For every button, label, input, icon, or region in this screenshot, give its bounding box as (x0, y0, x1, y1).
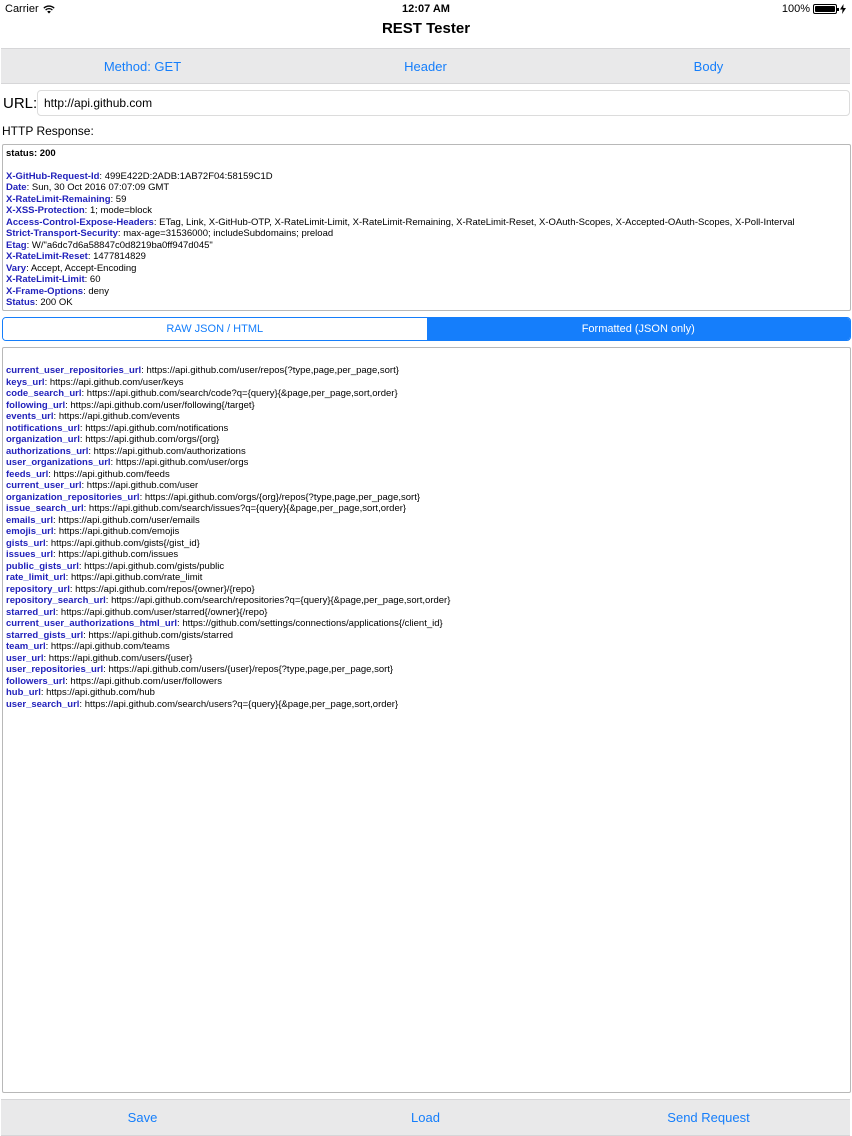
json-row-key: repository_url (6, 583, 70, 595)
json-row-value: https://api.github.com/user/orgs (115, 457, 249, 468)
header-row-key: X-XSS-Protection (6, 205, 85, 216)
headers-list (6, 171, 847, 309)
raw-json-tab[interactable]: RAW JSON / HTML (3, 318, 427, 340)
header-row-key: Strict-Transport-Security (6, 228, 118, 239)
save-button[interactable]: Save (127, 1110, 158, 1125)
json-row-value: https://api.github.com/user/keys (49, 376, 184, 388)
header-row: X-XSS-Protection: 1; mode=block (6, 205, 152, 216)
header-row-value: 200 OK (40, 297, 73, 308)
header-row: Date: Sun, 30 Oct 2016 07:07:09 GMT (6, 182, 170, 193)
json-row-value: https://api.github.com/repos/{owner}/{repo} (75, 583, 255, 595)
json-row: feeds_url: https://api.github.com/feeds (6, 468, 170, 480)
json-row-value: https://api.github.com/authorizations (93, 445, 246, 457)
json-row-key: events_url (6, 411, 54, 422)
json-row: team_url: https://api.github.com/teams (6, 641, 170, 652)
json-row: hub_url: https://api.github.com/hub (6, 687, 155, 698)
json-row-key: user_search_url (6, 698, 80, 710)
json-row-key: starred_gists_url (6, 629, 84, 641)
header-row-key: X-Frame-Options (6, 285, 84, 297)
json-row: keys_url: https://api.github.com/user/keys (6, 376, 184, 388)
json-row: issues_url: https://api.github.com/issues (6, 549, 179, 560)
page-title: REST Tester (381, 20, 471, 37)
url-input[interactable] (37, 90, 850, 116)
json-row-value: https://api.github.com/user/emails (58, 514, 200, 526)
json-row-value: https://api.github.com/user/repos{?type,page,per_page,sort} (146, 365, 399, 376)
response-status: status: 200 (6, 148, 56, 159)
json-row-value: https://api.github.com/user (86, 480, 199, 491)
header-row-value: 1; mode=block (89, 205, 152, 216)
json-row-key: hub_url (6, 687, 41, 698)
header-row-value: deny (88, 285, 109, 297)
json-row: organization_repositories_url: https://api.github.com/orgs/{org}/repos{?type,page,per_page,sort} (6, 491, 421, 503)
json-row-key: current_user_repositories_url (6, 365, 142, 376)
header-row: Vary: Accept, Accept-Encoding (6, 262, 137, 274)
json-row-value: https://api.github.com/feeds (53, 468, 170, 480)
header-row: Etag: W/"a6dc7d6a58847c0d8219ba0ff947d045" (6, 239, 213, 251)
json-row-key: current_user_authorizations_html_url (6, 618, 178, 629)
url-label: URL: (3, 95, 38, 112)
json-row-key: emojis_url (6, 526, 54, 537)
response-body-box[interactable] (2, 347, 851, 1093)
battery-icon (813, 4, 837, 14)
json-row-key: issues_url (6, 549, 53, 560)
json-row: user_organizations_url: https://api.github.com/user/orgs (6, 457, 249, 468)
charging-bolt-icon (840, 4, 846, 14)
url-row (0, 90, 852, 118)
json-row: events_url: https://api.github.com/events (6, 411, 180, 422)
json-row-key: rate_limit_url (6, 572, 66, 583)
json-row: current_user_url: https://api.github.com/user (6, 480, 199, 491)
json-row-value: https://api.github.com/users/{user}/repos{?type,page,per_page,sort} (108, 664, 394, 675)
json-row-key: issue_search_url (6, 503, 84, 514)
header-row-value: 1477814829 (93, 251, 146, 262)
json-row-key: team_url (6, 641, 46, 652)
header-row: X-GitHub-Request-Id: 499E422D:2ADB:1AB72F04:58159C1D (6, 170, 273, 182)
json-row-key: feeds_url (6, 468, 49, 480)
json-row: following_url: https://api.github.com/user/following{/target} (6, 399, 255, 411)
json-row: code_search_url: https://api.github.com/search/code?q={query}{&page,per_page,sort,order} (6, 388, 398, 399)
header-button[interactable]: Header (404, 58, 447, 74)
header-row-value: Sun, 30 Oct 2016 07:07:09 GMT (31, 182, 170, 193)
status-bar (0, 0, 852, 18)
battery-group (782, 3, 846, 15)
json-row: notifications_url: https://api.github.com/notifications (6, 422, 229, 434)
json-row-key: notifications_url (6, 422, 80, 434)
json-row: followers_url: https://api.github.com/user/followers (6, 675, 222, 687)
header-row-value: max-age=31536000; includeSubdomains; preload (123, 228, 334, 239)
json-row-value: https://api.github.com/search/users?q={query}{&page,per_page,sort,order} (84, 698, 399, 710)
json-row: rate_limit_url: https://api.github.com/rate_limit (6, 572, 203, 583)
json-row-value: https://api.github.com/user/starred{/owner}{/repo} (60, 606, 268, 618)
json-row-key: followers_url (6, 675, 66, 687)
header-row-key: X-RateLimit-Reset (6, 251, 88, 262)
json-row-key: organization_url (6, 434, 80, 445)
send-request-button[interactable]: Send Request (667, 1110, 750, 1125)
header-row-key: Date (6, 182, 27, 193)
bottom-toolbar (1, 1099, 850, 1136)
json-row: repository_url: https://api.github.com/repos/{owner}/{repo} (6, 583, 255, 595)
header-row: Status: 200 OK (6, 297, 73, 308)
json-row-key: public_gists_url (6, 560, 79, 572)
json-row-value: https://api.github.com/gists{/gist_id} (50, 537, 200, 549)
header-row-value: W/"a6dc7d6a58847c0d8219ba0ff947d045" (31, 239, 213, 251)
json-row: current_user_repositories_url: https://api.github.com/user/repos{?type,page,per_page,sort} (6, 365, 399, 376)
header-row: X-RateLimit-Remaining: 59 (6, 193, 127, 205)
json-row-key: gists_url (6, 537, 46, 549)
carrier-label: Carrier (5, 3, 39, 15)
json-row-value: https://api.github.com/users/{user} (48, 652, 193, 664)
header-row-key: X-RateLimit-Remaining (6, 193, 111, 205)
header-row-value: 60 (89, 274, 101, 285)
battery-percent: 100% (781, 3, 810, 15)
header-row: Strict-Transport-Security: max-age=31536000; includeSubdomains; preload (6, 228, 334, 239)
json-row-key: keys_url (6, 376, 45, 388)
json-row: user_repositories_url: https://api.github.com/users/{user}/repos{?type,page,per_page,sort} (6, 664, 394, 675)
header-row-value: Accept, Accept-Encoding (30, 262, 137, 274)
json-row-value: https://api.github.com/user/following{/target} (70, 399, 255, 411)
json-row-value: https://api.github.com/rate_limit (70, 572, 203, 583)
header-row-value: 59 (115, 193, 127, 205)
json-row: public_gists_url: https://api.github.com/gists/public (6, 560, 225, 572)
load-button[interactable]: Load (411, 1110, 440, 1125)
header-row-value: 499E422D:2ADB:1AB72F04:58159C1D (104, 170, 273, 182)
json-row: current_user_authorizations_html_url: https://github.com/settings/connections/applications{/client_id} (6, 618, 443, 629)
json-row-key: repository_search_url (6, 595, 106, 606)
status-time: 12:07 AM (402, 3, 450, 15)
json-row-key: authorizations_url (6, 445, 89, 457)
json-row: emojis_url: https://api.github.com/emojis (6, 526, 180, 537)
header-row: X-RateLimit-Reset: 1477814829 (6, 251, 146, 262)
json-row-value: https://api.github.com/notifications (85, 422, 229, 434)
json-row-key: current_user_url (6, 480, 82, 491)
header-row-key: Status (6, 297, 36, 308)
header-row-value: ETag, Link, X-GitHub-OTP, X-RateLimit-Limit, X-RateLimit-Remaining, X-RateLimit-Reset, X-OAuth-Scopes, X-Accepted-OAuth-Scopes, X-Poll-Interval (159, 216, 795, 228)
json-row: authorizations_url: https://api.github.com/authorizations (6, 445, 246, 457)
body-button[interactable]: Body (693, 58, 724, 74)
request-options-bar (1, 48, 850, 84)
json-row: user_search_url: https://api.github.com/search/users?q={query}{&page,per_page,sort,order} (6, 698, 399, 710)
view-mode-control (2, 317, 851, 341)
header-row: X-RateLimit-Limit: 60 (6, 274, 101, 285)
json-row: emails_url: https://api.github.com/user/emails (6, 514, 200, 526)
json-row: user_url: https://api.github.com/users/{user} (6, 652, 193, 664)
header-row: X-Frame-Options: deny (6, 285, 109, 297)
json-row-value: https://api.github.com/user/followers (70, 675, 222, 687)
header-row-key: X-RateLimit-Limit (6, 274, 85, 285)
json-row-value: https://api.github.com/orgs/{org}/repos{?type,page,per_page,sort} (144, 491, 421, 503)
json-row: issue_search_url: https://api.github.com/search/issues?q={query}{&page,per_page,sort,order} (6, 503, 407, 514)
json-row: repository_search_url: https://api.github.com/search/repositories?q={query}{&page,per_page,sort,order} (6, 595, 451, 606)
json-row-value: https://api.github.com/gists/starred (88, 629, 234, 641)
json-row: starred_url: https://api.github.com/user/starred{/owner}{/repo} (6, 606, 268, 618)
json-row-value: https://api.github.com/teams (50, 641, 170, 652)
json-row-key: code_search_url (6, 388, 82, 399)
json-row: organization_url: https://api.github.com/orgs/{org} (6, 434, 220, 445)
json-row-key: following_url (6, 399, 66, 411)
json-row-value: https://api.github.com/search/issues?q={query}{&page,per_page,sort,order} (88, 503, 407, 514)
response-headers-box[interactable] (2, 144, 851, 311)
json-row-value: https://api.github.com/events (58, 411, 180, 422)
json-row-value: https://api.github.com/orgs/{org} (85, 434, 220, 445)
json-row-key: user_repositories_url (6, 664, 104, 675)
json-row-key: user_organizations_url (6, 457, 111, 468)
header-row-key: Etag (6, 239, 27, 251)
json-row-value: https://github.com/settings/connections/applications{/client_id} (182, 618, 443, 629)
json-row-value: https://api.github.com/search/code?q={query}{&page,per_page,sort,order} (86, 388, 398, 399)
json-row-value: https://api.github.com/emojis (58, 526, 180, 537)
json-row-value: https://api.github.com/hub (46, 687, 155, 698)
json-row-key: organization_repositories_url (6, 491, 140, 503)
header-row: Access-Control-Expose-Headers: ETag, Link, X-GitHub-OTP, X-RateLimit-Limit, X-RateLimit-Remaining, X-RateLimit-Reset, X-OAuth-Scopes, X-Accepted-OAuth-Scopes, X-Poll-Interval (6, 216, 795, 228)
header-row-key: X-GitHub-Request-Id (6, 170, 100, 182)
json-list (6, 365, 847, 710)
http-response-label: HTTP Response: (2, 124, 94, 138)
json-row-value: https://api.github.com/issues (58, 549, 179, 560)
json-row-value: https://api.github.com/gists/public (84, 560, 225, 572)
json-row: starred_gists_url: https://api.github.com/gists/starred (6, 629, 234, 641)
json-row-key: user_url (6, 652, 44, 664)
header-row-key: Vary (6, 262, 27, 274)
json-row-value: https://api.github.com/search/repositories?q={query}{&page,per_page,sort,order} (111, 595, 451, 606)
json-row-key: emails_url (6, 514, 53, 526)
formatted-json-tab[interactable]: Formatted (JSON only) (427, 318, 851, 340)
json-row: gists_url: https://api.github.com/gists{/gist_id} (6, 537, 200, 549)
header-row-key: Access-Control-Expose-Headers (6, 216, 154, 228)
method-button[interactable]: Method: GET (103, 58, 182, 74)
json-row-key: starred_url (6, 606, 56, 618)
